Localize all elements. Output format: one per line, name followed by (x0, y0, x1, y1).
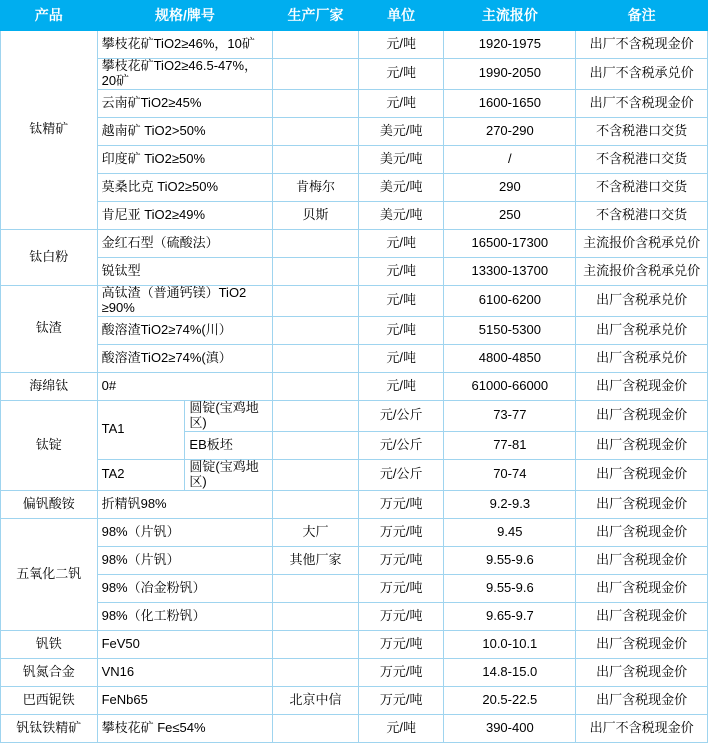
cell-price: 16500-17300 (444, 229, 576, 257)
cell-unit: 元/吨 (358, 714, 444, 742)
cell-spec: 云南矿TiO2≥45% (97, 89, 273, 117)
cell-spec: 98%（片钒） (97, 546, 273, 574)
table-row (1, 714, 708, 742)
cell-remark: 出厂含税现金价 (576, 602, 708, 630)
cell-manufacturer: 肯梅尔 (273, 173, 359, 201)
column-header-manufacturer: 生产厂家 (273, 1, 359, 31)
cell-price: 73-77 (444, 400, 576, 431)
cell-price: 9.65-9.7 (444, 602, 576, 630)
cell-spec-detail: EB板坯 (185, 431, 273, 459)
table-row (1, 490, 708, 518)
cell-remark: 主流报价含税承兑价 (576, 257, 708, 285)
cell-remark: 出厂含税承兑价 (576, 344, 708, 372)
table-row (1, 602, 708, 630)
cell-remark: 出厂含税现金价 (576, 686, 708, 714)
cell-spec: 攀枝花矿 Fe≤54% (97, 714, 273, 742)
cell-product: 巴西铌铁 (1, 686, 98, 714)
cell-spec: 金红石型（硫酸法） (97, 229, 273, 257)
cell-price: 250 (444, 201, 576, 229)
cell-spec: FeNb65 (97, 686, 273, 714)
cell-spec: 酸溶渣TiO2≥74%(滇） (97, 344, 273, 372)
cell-product: 钛锭 (1, 400, 98, 490)
table-row (1, 372, 708, 400)
cell-manufacturer: 大厂 (273, 518, 359, 546)
table-row (1, 145, 708, 173)
cell-product: 钒铁 (1, 630, 98, 658)
cell-manufacturer (273, 574, 359, 602)
cell-remark: 出厂含税承兑价 (576, 285, 708, 316)
cell-price: 9.55-9.6 (444, 574, 576, 602)
cell-remark: 出厂含税现金价 (576, 658, 708, 686)
table-row (1, 201, 708, 229)
table-row (1, 686, 708, 714)
cell-manufacturer (273, 658, 359, 686)
table-row (1, 316, 708, 344)
cell-price: 1990-2050 (444, 59, 576, 90)
cell-price: 4800-4850 (444, 344, 576, 372)
cell-remark: 不含税港口交货 (576, 173, 708, 201)
cell-product: 钛渣 (1, 285, 98, 372)
cell-price: 70-74 (444, 459, 576, 490)
cell-unit: 万元/吨 (358, 658, 444, 686)
cell-remark: 出厂含税现金价 (576, 630, 708, 658)
cell-price: 9.2-9.3 (444, 490, 576, 518)
cell-remark: 出厂含税现金价 (576, 431, 708, 459)
table-row (1, 173, 708, 201)
cell-manufacturer (273, 431, 359, 459)
cell-remark: 出厂不含税现金价 (576, 89, 708, 117)
table-row (1, 31, 708, 59)
cell-remark: 出厂不含税承兑价 (576, 59, 708, 90)
cell-price: 10.0-10.1 (444, 630, 576, 658)
table-row (1, 574, 708, 602)
cell-spec: 攀枝花矿TiO2≥46%，10矿 (97, 31, 273, 59)
cell-unit: 万元/吨 (358, 574, 444, 602)
cell-unit: 元/吨 (358, 257, 444, 285)
cell-manufacturer (273, 344, 359, 372)
cell-price: 77-81 (444, 431, 576, 459)
cell-spec-detail: 圆锭(宝鸡地区) (185, 400, 273, 431)
cell-spec: VN16 (97, 658, 273, 686)
cell-spec: 攀枝花矿TiO2≥46.5-47%，20矿 (97, 59, 273, 90)
table-row (1, 285, 708, 316)
cell-price: 1600-1650 (444, 89, 576, 117)
cell-unit: 万元/吨 (358, 602, 444, 630)
cell-spec: 98%（片钒） (97, 518, 273, 546)
cell-unit: 万元/吨 (358, 546, 444, 574)
cell-unit: 美元/吨 (358, 201, 444, 229)
cell-product: 海绵钛 (1, 372, 98, 400)
column-header-remark: 备注 (576, 1, 708, 31)
cell-manufacturer (273, 630, 359, 658)
cell-manufacturer (273, 400, 359, 431)
column-header-product: 产品 (1, 1, 98, 31)
cell-unit: 美元/吨 (358, 117, 444, 145)
cell-manufacturer (273, 145, 359, 173)
cell-remark: 主流报价含税承兑价 (576, 229, 708, 257)
cell-manufacturer (273, 257, 359, 285)
cell-manufacturer (273, 490, 359, 518)
table-row (1, 630, 708, 658)
cell-spec: 98%（化工粉钒） (97, 602, 273, 630)
cell-remark: 出厂含税现金价 (576, 574, 708, 602)
cell-manufacturer (273, 285, 359, 316)
cell-unit: 美元/吨 (358, 145, 444, 173)
cell-price: 61000-66000 (444, 372, 576, 400)
cell-price: 390-400 (444, 714, 576, 742)
cell-spec: 0# (97, 372, 273, 400)
cell-price: / (444, 145, 576, 173)
cell-unit: 元/吨 (358, 344, 444, 372)
cell-manufacturer (273, 459, 359, 490)
table-row (1, 59, 708, 90)
cell-unit: 元/公斤 (358, 459, 444, 490)
table-row (1, 546, 708, 574)
cell-product: 钒氮合金 (1, 658, 98, 686)
cell-price: 9.45 (444, 518, 576, 546)
cell-remark: 不含税港口交货 (576, 145, 708, 173)
cell-unit: 元/公斤 (358, 431, 444, 459)
table-row (1, 89, 708, 117)
table-body (1, 31, 708, 743)
table-row (1, 459, 708, 490)
column-header-unit: 单位 (358, 1, 444, 31)
cell-spec-detail: 圆锭(宝鸡地区) (185, 459, 273, 490)
cell-manufacturer (273, 229, 359, 257)
cell-remark: 出厂含税承兑价 (576, 316, 708, 344)
table-row (1, 658, 708, 686)
cell-product: 钛精矿 (1, 31, 98, 230)
cell-unit: 元/吨 (358, 316, 444, 344)
cell-price: 5150-5300 (444, 316, 576, 344)
cell-price: 14.8-15.0 (444, 658, 576, 686)
cell-price: 13300-13700 (444, 257, 576, 285)
cell-unit: 万元/吨 (358, 518, 444, 546)
cell-remark: 出厂含税现金价 (576, 490, 708, 518)
cell-spec: TA2 (97, 459, 185, 490)
cell-manufacturer (273, 372, 359, 400)
cell-spec: 酸溶渣TiO2≥74%(川） (97, 316, 273, 344)
table-row (1, 400, 708, 431)
cell-unit: 万元/吨 (358, 490, 444, 518)
cell-unit: 万元/吨 (358, 630, 444, 658)
table-header (1, 1, 708, 31)
cell-spec: 98%（冶金粉钒） (97, 574, 273, 602)
cell-unit: 美元/吨 (358, 173, 444, 201)
cell-price: 290 (444, 173, 576, 201)
cell-remark: 出厂含税现金价 (576, 518, 708, 546)
table-header-row (1, 1, 708, 31)
cell-remark: 出厂不含税现金价 (576, 31, 708, 59)
cell-product: 钛白粉 (1, 229, 98, 285)
cell-spec: 肯尼亚 TiO2≥49% (97, 201, 273, 229)
cell-remark: 出厂含税现金价 (576, 546, 708, 574)
cell-price: 270-290 (444, 117, 576, 145)
column-header-price: 主流报价 (444, 1, 576, 31)
cell-manufacturer (273, 59, 359, 90)
cell-spec: 莫桑比克 TiO2≥50% (97, 173, 273, 201)
column-header-spec: 规格/牌号 (97, 1, 273, 31)
cell-remark: 不含税港口交货 (576, 201, 708, 229)
cell-unit: 万元/吨 (358, 686, 444, 714)
cell-remark: 出厂含税现金价 (576, 372, 708, 400)
cell-spec: 折精钒98% (97, 490, 273, 518)
cell-unit: 元/吨 (358, 229, 444, 257)
table-row (1, 257, 708, 285)
cell-manufacturer (273, 89, 359, 117)
cell-spec: 高钛渣（普通钙镁）TiO2 ≥90% (97, 285, 273, 316)
cell-product: 偏钒酸铵 (1, 490, 98, 518)
cell-unit: 元/吨 (358, 372, 444, 400)
table-row (1, 117, 708, 145)
cell-price: 1920-1975 (444, 31, 576, 59)
table-row (1, 344, 708, 372)
cell-manufacturer (273, 714, 359, 742)
cell-manufacturer (273, 117, 359, 145)
table-row (1, 518, 708, 546)
cell-remark: 不含税港口交货 (576, 117, 708, 145)
cell-product: 钒钛铁精矿 (1, 714, 98, 742)
cell-spec: 印度矿 TiO2≥50% (97, 145, 273, 173)
cell-price: 20.5-22.5 (444, 686, 576, 714)
cell-manufacturer (273, 316, 359, 344)
cell-unit: 元/吨 (358, 285, 444, 316)
cell-manufacturer: 贝斯 (273, 201, 359, 229)
cell-unit: 元/吨 (358, 31, 444, 59)
cell-unit: 元/吨 (358, 59, 444, 90)
cell-spec: 锐钛型 (97, 257, 273, 285)
cell-spec: FeV50 (97, 630, 273, 658)
cell-manufacturer (273, 602, 359, 630)
cell-remark: 出厂含税现金价 (576, 400, 708, 431)
cell-unit: 元/吨 (358, 89, 444, 117)
cell-price: 6100-6200 (444, 285, 576, 316)
cell-unit: 元/公斤 (358, 400, 444, 431)
cell-manufacturer (273, 31, 359, 59)
cell-price: 9.55-9.6 (444, 546, 576, 574)
cell-remark: 出厂不含税现金价 (576, 714, 708, 742)
table-row (1, 229, 708, 257)
cell-spec: TA1 (97, 400, 185, 459)
cell-product: 五氧化二钒 (1, 518, 98, 630)
cell-spec: 越南矿 TiO2>50% (97, 117, 273, 145)
cell-remark: 出厂含税现金价 (576, 459, 708, 490)
cell-manufacturer: 其他厂家 (273, 546, 359, 574)
cell-manufacturer: 北京中信 (273, 686, 359, 714)
